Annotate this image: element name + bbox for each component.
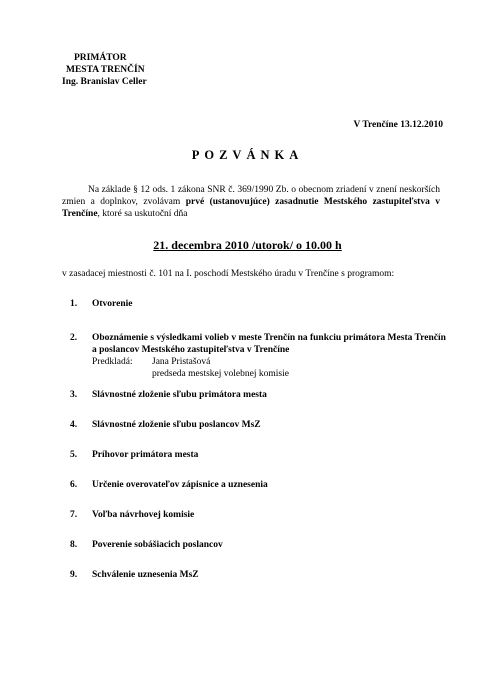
agenda-item-number: 3. <box>70 390 78 400</box>
agenda-item-number: 5. <box>70 450 78 460</box>
sender-name: Ing. Branislav Celler <box>62 77 147 87</box>
agenda-item-number: 6. <box>70 480 78 490</box>
intro-bold-text: prvé (ustanovujúce) zasadnutie Mestského zastupiteľstva v Trenčíne <box>62 197 440 219</box>
presenter-role: predseda mestskej volebnej komisie <box>152 369 289 379</box>
agenda-item-text: Určenie overovateľov zápisnice a uznesenia <box>92 480 268 490</box>
agenda-presenter <box>92 356 447 380</box>
agenda-item-number: 7. <box>70 510 78 520</box>
sender-office: MESTA TRENČÍN <box>66 65 145 75</box>
document-title: POZVÁNKA <box>191 148 304 162</box>
agenda-item-text: Schválenie uznesenia MsZ <box>92 570 199 580</box>
agenda-item-text: Slávnostné zloženie sľubu poslancov MsZ <box>92 420 261 430</box>
agenda-item-text: Poverenie sobášiacich poslancov <box>92 540 223 550</box>
presenter-label: Predkladá: <box>92 357 133 367</box>
intro-paragraph <box>62 184 440 220</box>
intro-text-1: Na základe § 12 ods. 1 zákona SNR č. 369/1990 Zb. o obecnom zriadení v znení neskorších zmien a doplnkov, zvolávam <box>62 185 440 207</box>
sender-block <box>62 52 147 88</box>
letter-date: V Trenčíne 13.12.2010 <box>353 120 443 130</box>
agenda-item-text: Oboznámenie s výsledkami volieb v meste Trenčín na funkciu primátora Mesta Trenčín a poslancov Mestského zastupiteľstva v Trenčíne <box>92 333 446 355</box>
agenda-item-number: 9. <box>70 570 78 580</box>
agenda-item-number: 2. <box>70 333 78 343</box>
meeting-venue: v zasadacej miestnosti č. 101 na I. poschodí Mestského úradu v Trenčíne s programom: <box>62 269 395 279</box>
meeting-datetime: 21. decembra 2010 /utorok/ o 10.00 h <box>153 238 342 252</box>
intro-text-2: , ktoré sa uskutoční dňa <box>97 209 188 219</box>
agenda-item-text: Otvorenie <box>92 299 133 309</box>
agenda-item-number: 4. <box>70 420 78 430</box>
agenda-item-text: Slávnostné zloženie sľubu primátora mesta <box>92 390 267 400</box>
agenda-item-number: 8. <box>70 540 78 550</box>
sender-title: PRIMÁTOR <box>74 53 127 63</box>
agenda-item-text: Voľba návrhovej komisie <box>92 510 195 520</box>
presenter-name: Jana Pristašová <box>152 357 211 367</box>
agenda-item-number: 1. <box>70 299 78 309</box>
agenda-item-text: Príhovor primátora mesta <box>92 450 199 460</box>
